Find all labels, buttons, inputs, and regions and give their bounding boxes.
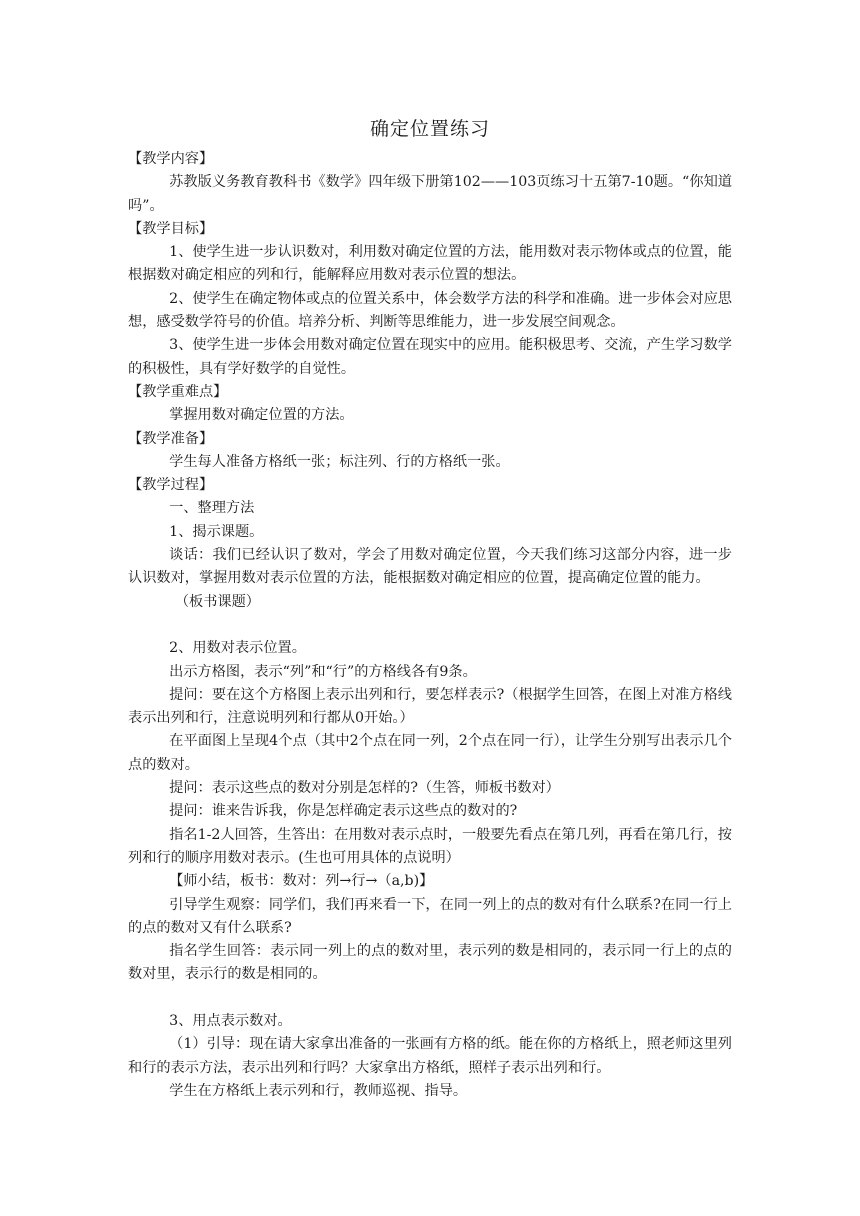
paragraph: 提问：谁来告诉我，你是怎样确定表示这些点的数对的? [169, 803, 518, 820]
paragraph: 在平面图上呈现4个点（其中2个点在同一列，2个点在同一行），让学生分别写出表示几个点的数对。 [128, 733, 732, 773]
blank-line [128, 614, 732, 637]
section-heading: 【教学准备】 [128, 430, 214, 447]
paragraph: 2、使学生在确定物体或点的位置关系中，体会数学方法的科学和准确。进一步体会对应思想，感受数学符号的价值。培养分析、判断等思维能力，进一步发展空间观念。 [128, 290, 732, 331]
paragraph: 1、揭示课题。 [169, 523, 264, 540]
paragraph: 1、使学生进一步认识数对，利用数对确定位置的方法，能用数对表示物体或点的位置，能根据数对确定相应的列和行，能解释应用数对表示位置的想法。 [128, 244, 732, 284]
paragraph: 提问：要在这个方格图上表示出列和行，要怎样表示?（根据学生回答，在图上对准方格线表示出列和行，注意说明列和行都从0开始。） [128, 686, 732, 727]
document-body [128, 148, 732, 1103]
paragraph: 学生在方格纸上表示列和行，教师巡视、指导。 [169, 1082, 468, 1099]
paragraph: 【师小结，板书：数对：列→行→（a,b)】 [169, 873, 434, 890]
paragraph: 3、用点表示数对。 [169, 1012, 292, 1029]
paragraph: 引导学生观察：同学们，我们再来看一下，在同一列上的点的数对有什么联系?在同一行上的点的数对又有什么联系? [128, 896, 732, 936]
paragraph: 一、整理方法 [169, 500, 255, 517]
section-heading: 【教学过程】 [128, 477, 214, 494]
paragraph: 掌握用数对确定位置的方法。 [169, 407, 354, 424]
paragraph: （1）引导：现在请大家拿出准备的一张画有方格的纸。能在你的方格纸上，照老师这里列和行的表示方法，表示出列和行吗？大家拿出方格纸，照样子表示出列和行。 [128, 1036, 732, 1076]
paragraph: 学生每人准备方格纸一张；标注列、行的方格纸一张。 [169, 453, 510, 470]
paragraph: （板书课题） [174, 593, 260, 610]
section-heading: 【教学目标】 [128, 220, 214, 237]
paragraph: 指名1-2人回答，生答出：在用数对表示点时，一般要先看点在第几列，再看在第几行，按列和行的顺序用数对表示。(生也可用具体的点说明） [128, 826, 732, 866]
blank-line [128, 987, 732, 1010]
section-heading: 【教学重难点】 [128, 383, 228, 400]
paragraph: 2、用数对表示位置。 [169, 640, 306, 657]
paragraph: 提问：表示这些点的数对分别是怎样的?（生答，师板书数对） [169, 780, 560, 797]
paragraph: 3、使学生进一步体会用数对确定位置在现实中的应用。能积极思考、交流，产生学习数学的积极性，具有学好数学的自觉性。 [128, 337, 732, 377]
paragraph: 指名学生回答：表示同一列上的点的数对里，表示列的数是相同的，表示同一行上的点的数对里，表示行的数是相同的。 [128, 943, 732, 983]
document-title: 确定位置练习 [369, 118, 490, 140]
paragraph: 谈话：我们已经认识了数对，学会了用数对确定位置，今天我们练习这部分内容，进一步认识数对，掌握用数对表示位置的方法，能根据数对确定相应的位置，提高确定位置的能力。 [128, 547, 732, 587]
section-heading: 【教学内容】 [128, 151, 214, 167]
paragraph: 出示方格图，表示“列”和“行”的方格线各有9条。 [169, 663, 477, 680]
paragraph: 苏教版义务教育教科书《数学》四年级下册第102——103页练习十五第7-10题。“你知道吗”。 [128, 174, 732, 214]
